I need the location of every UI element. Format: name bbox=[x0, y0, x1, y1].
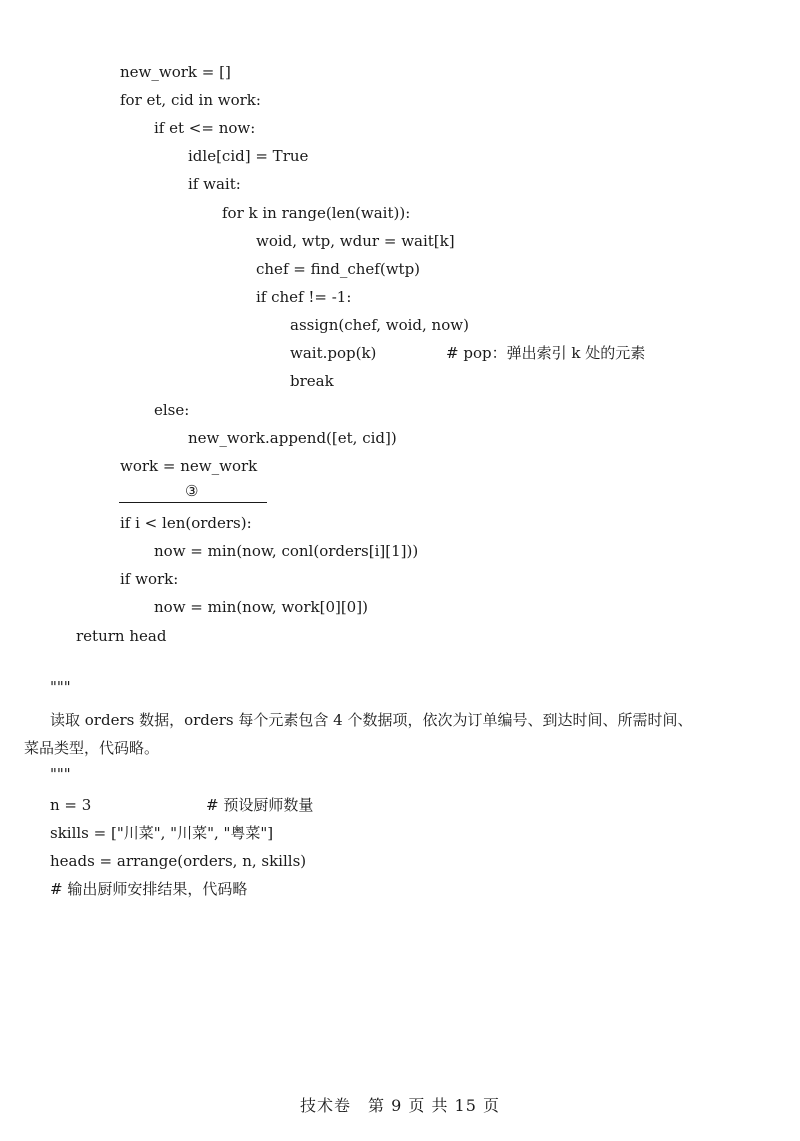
code-line: n = 3 bbox=[50, 796, 92, 814]
code-comment: # pop：弹出索引 k 处的元素 bbox=[446, 344, 646, 362]
code-line: break bbox=[290, 372, 334, 390]
code-line: return head bbox=[76, 627, 167, 645]
code-line: chef = find_chef(wtp) bbox=[256, 260, 421, 278]
code-line: assign(chef, woid, now) bbox=[290, 316, 469, 334]
code-line: idle[cid] = True bbox=[188, 147, 309, 165]
code-line: if chef != -1: bbox=[256, 288, 352, 306]
code-line: for et, cid in work: bbox=[120, 91, 261, 109]
doc-text: 读取 orders 数据，orders 每个元素包含 4 个数据项，依次为订单编号、到达时间、所需时间、 bbox=[50, 711, 693, 729]
answer-blank-3 bbox=[119, 482, 267, 503]
code-line: wait.pop(k) bbox=[290, 344, 377, 362]
code-line: new_work = [] bbox=[120, 63, 231, 81]
blank-number: ③ bbox=[185, 482, 199, 500]
code-line: woid, wtp, wdur = wait[k] bbox=[256, 232, 455, 250]
code-line: heads = arrange(orders, n, skills) bbox=[50, 852, 307, 870]
code-line: else: bbox=[154, 401, 190, 419]
code-line: if i < len(orders): bbox=[120, 514, 252, 532]
code-line: skills = ["川菜", "川菜", "粤菜"] bbox=[50, 824, 274, 842]
code-line: if work: bbox=[120, 570, 179, 588]
code-line: if et <= now: bbox=[154, 119, 256, 137]
page-footer: 技术卷 第 9 页 共 15 页 bbox=[300, 1096, 500, 1115]
code-comment: # 输出厨师安排结果，代码略 bbox=[50, 880, 248, 898]
code-comment: # 预设厨师数量 bbox=[206, 796, 314, 814]
code-line: new_work.append([et, cid]) bbox=[188, 429, 397, 447]
doc-text: 菜品类型，代码略。 bbox=[24, 739, 160, 757]
code-line: now = min(now, conl(orders[i][1])) bbox=[154, 542, 419, 560]
docstring-close: """ bbox=[50, 765, 71, 783]
code-line: for k in range(len(wait)): bbox=[222, 204, 411, 222]
docstring-open: """ bbox=[50, 678, 71, 696]
code-line: if wait: bbox=[188, 175, 241, 193]
code-line: work = new_work bbox=[120, 457, 258, 475]
code-line: now = min(now, work[0][0]) bbox=[154, 598, 368, 616]
